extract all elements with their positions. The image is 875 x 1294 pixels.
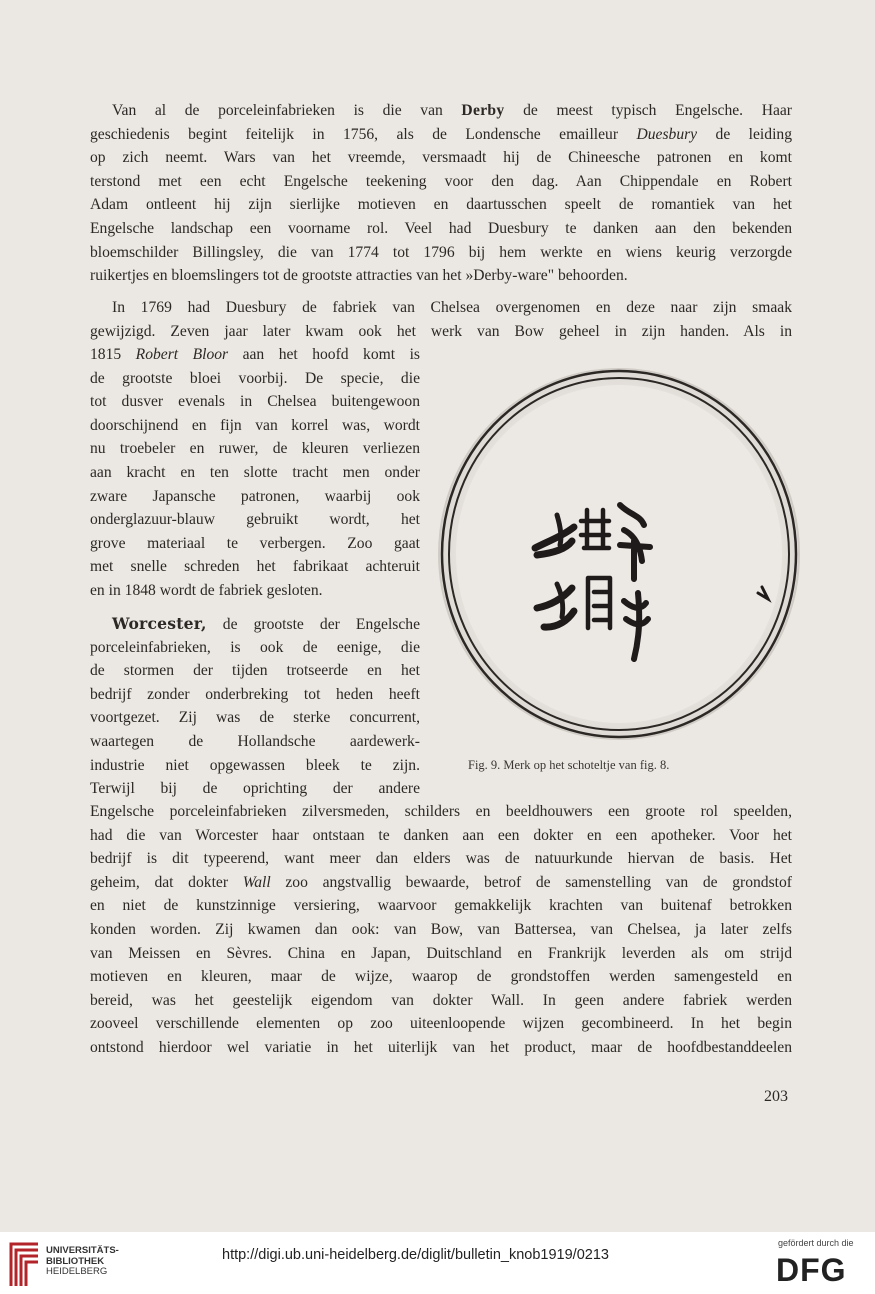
- text-line: [90, 217, 792, 241]
- italic-name: Duesbury: [636, 125, 698, 143]
- text-run: gewijzigd. Zeven jaar later kwam ook het werk van Bow geheel in zijn handen. Als in: [90, 322, 792, 340]
- text-run: Terwijl bij de oprichting der andere: [90, 780, 420, 798]
- text-run: motieven en kleuren, maar de wijze, waarop de grondstoffen werden samengesteld en: [90, 968, 792, 986]
- paragraph-chelsea: [90, 296, 792, 343]
- text-line: [90, 437, 420, 461]
- bold-name: Derby: [461, 102, 505, 119]
- text-run: industrie niet opgewassen bleek te zijn.: [90, 756, 420, 774]
- text-run: zware Japansche patronen, waarbij ook: [90, 487, 420, 505]
- text-line: [90, 612, 420, 636]
- text-line: [90, 343, 420, 367]
- text-run: Van al de porceleinfabrieken is die van: [112, 102, 462, 119]
- text-line: [90, 414, 420, 438]
- library-logo-icon: [8, 1240, 42, 1288]
- text-line: [90, 367, 420, 391]
- text-line: [90, 706, 420, 730]
- text-run: 1815: [90, 346, 136, 363]
- text-run: porceleinfabrieken, is ook de eenige, die: [90, 638, 420, 656]
- figure-caption: Fig. 9. Merk op het schoteltje van fig. 8.: [468, 758, 670, 772]
- text-line: [90, 659, 420, 683]
- text-run: van Meissen en Sèvres. China en Japan, Duitschland en Frankrijk leverden als om strijd: [90, 944, 792, 962]
- text-line: [90, 461, 420, 485]
- text-line: [90, 146, 792, 170]
- text-line: [90, 241, 792, 265]
- text-run: en in 1848 wordt de fabriek gesloten.: [90, 581, 323, 599]
- text-run: de meest typisch Engelsche. Haar: [504, 102, 792, 119]
- text-line: [90, 170, 792, 194]
- text-line: [90, 730, 420, 754]
- text-run: Engelsche porceleinfabrieken zilversmeden, schilders en beeldhouwers een groote rol speelden,: [90, 803, 792, 820]
- text-line: [90, 99, 792, 123]
- text-line: [90, 894, 792, 918]
- text-run: geschiedenis begint feitelijk in 1756, als de Londensche emailleur: [90, 125, 637, 143]
- text-run: ontstond hierdoor wel variatie in het uiterlijk van het product, maar de hoofdbestanddeelen: [90, 1038, 792, 1056]
- text-line: [90, 579, 420, 603]
- text-run: konden worden. Zij kwamen dan ook: van Bow, van Battersea, van Chelsea, ja later zelfs: [90, 920, 792, 938]
- text-line: [90, 824, 792, 848]
- footer-bar: [0, 1232, 875, 1294]
- permalink-url[interactable]: http://digi.ub.uni-heidelberg.de/diglit/bulletin_knob1919/0213: [222, 1247, 609, 1263]
- porcelain-mark-figure: [434, 365, 802, 750]
- text-line: [90, 1012, 792, 1036]
- text-run: tot dusver evenals in Chelsea buitengewoon: [90, 393, 420, 411]
- text-run: terstond met een echt Engelsche teekening voor den dag. Aan Chippendale en Robert: [90, 172, 792, 190]
- text-line: [90, 918, 792, 942]
- text-run: de leiding: [697, 125, 792, 143]
- text-line: [90, 683, 420, 707]
- text-run: Adam ontleent hij zijn sierlijke motieven en daartusschen speelt de romantiek van het: [90, 196, 792, 214]
- library-name-line: HEIDELBERG: [46, 1266, 108, 1277]
- text-line: [90, 485, 420, 509]
- text-run: en niet de kunstzinnige versiering, waarvoor gemakkelijk krachten van buitenaf betrokken: [90, 897, 792, 915]
- text-line: [90, 847, 792, 871]
- text-run: aan kracht en ten slotte tracht men onder: [90, 463, 420, 481]
- text-line: [90, 965, 792, 989]
- text-run: bloemschilder Billingsley, die van 1774 tot 1796 bij hem werkte en wiens keurig verzorgde: [90, 243, 792, 261]
- text-line: [90, 390, 420, 414]
- text-run: zooveel verschillende elementen op zoo uiteenloopende wijzen gecombineerd. In het begin: [90, 1015, 792, 1033]
- text-run: geheim, dat dokter: [90, 873, 243, 891]
- text-line: [90, 193, 792, 217]
- text-line: [90, 942, 792, 966]
- text-run: bereid, was het geestelijk eigendom van dokter Wall. In geen andere fabriek werden: [90, 991, 792, 1009]
- text-run: de grootste bloei voorbij. De specie, die: [90, 369, 420, 387]
- text-run: ruikertjes en bloemslingers tot de grootste attracties van het »Derby-ware" behoorden.: [90, 267, 628, 285]
- text-line: [90, 123, 792, 147]
- text-run: aan het hoofd komt is: [228, 346, 420, 363]
- text-line: [90, 636, 420, 660]
- library-name-line: BIBLIOTHEK: [46, 1255, 105, 1267]
- text-run: nu troebeler en ruwer, de kleuren verliezen: [90, 440, 420, 458]
- text-line: [90, 320, 792, 344]
- text-run: op zich neemt. Wars van het vreemde, versmaadt hij de Chineesche patronen en komt: [90, 149, 792, 167]
- text-line: [90, 989, 792, 1013]
- text-run: had die van Worcester haar ontstaan te danken aan een dokter en een apotheker. Voor het: [90, 826, 792, 844]
- text-line: [90, 555, 420, 579]
- text-line: [90, 264, 792, 288]
- text-run: In 1769 had Duesbury de fabriek van Chelsea overgenomen en deze naar zijn smaak: [112, 299, 792, 316]
- text-line: [90, 508, 420, 532]
- page-number: 203: [764, 1088, 788, 1105]
- text-line: [90, 754, 420, 778]
- blackletter-name: Worcester,: [112, 614, 207, 633]
- text-run: bedrijf is dit typeerend, want meer dan elders was de natuurkunde hiervan de basis. Het: [90, 850, 792, 868]
- paragraph-derby: [90, 99, 792, 288]
- text-run: de stormen der tijden trotseerde en het: [90, 662, 420, 680]
- text-run: onderglazuur-blauw gebruikt wordt, het: [90, 511, 420, 529]
- italic-name: Robert Bloor: [135, 346, 229, 363]
- text-run: grove materiaal te verbergen. Zoo gaat: [90, 534, 420, 552]
- paragraph-chelsea-narrow: [90, 343, 420, 603]
- funded-by-label: gefördert durch die: [778, 1238, 854, 1248]
- paragraph-worcester: [90, 800, 792, 1060]
- text-line: [90, 871, 792, 895]
- library-name: [46, 1246, 119, 1278]
- text-line: [90, 296, 792, 320]
- text-line: [90, 800, 792, 824]
- library-name-line: UNIVERSITÄTS-: [46, 1245, 119, 1256]
- text-run: bedrijf zonder onderbreking tot heden heeft: [90, 685, 420, 703]
- text-line: [90, 532, 420, 556]
- text-run: doorschijnend en fijn van korrel was, wordt: [90, 416, 420, 434]
- text-run: waartegen de Hollandsche aardewerk-: [90, 732, 420, 750]
- text-run: met snelle schreden het fabrikaat achteruit: [90, 558, 420, 576]
- text-line: [90, 777, 420, 801]
- dfg-logo: DFG: [776, 1252, 847, 1288]
- paragraph-worcester-narrow: [90, 612, 420, 801]
- italic-name: Wall: [242, 873, 271, 891]
- text-run: de grootste der Engelsche: [206, 616, 420, 633]
- text-run: voortgezet. Zij was de sterke concurrent,: [90, 709, 420, 727]
- text-run: Engelsche landschap een voorname rol. Veel had Duesbury te danken aan den bekenden: [90, 219, 792, 237]
- text-run: zoo angstvallig bewaarde, betrof de samenstelling van de grondstof: [270, 873, 792, 891]
- text-line: [90, 1036, 792, 1060]
